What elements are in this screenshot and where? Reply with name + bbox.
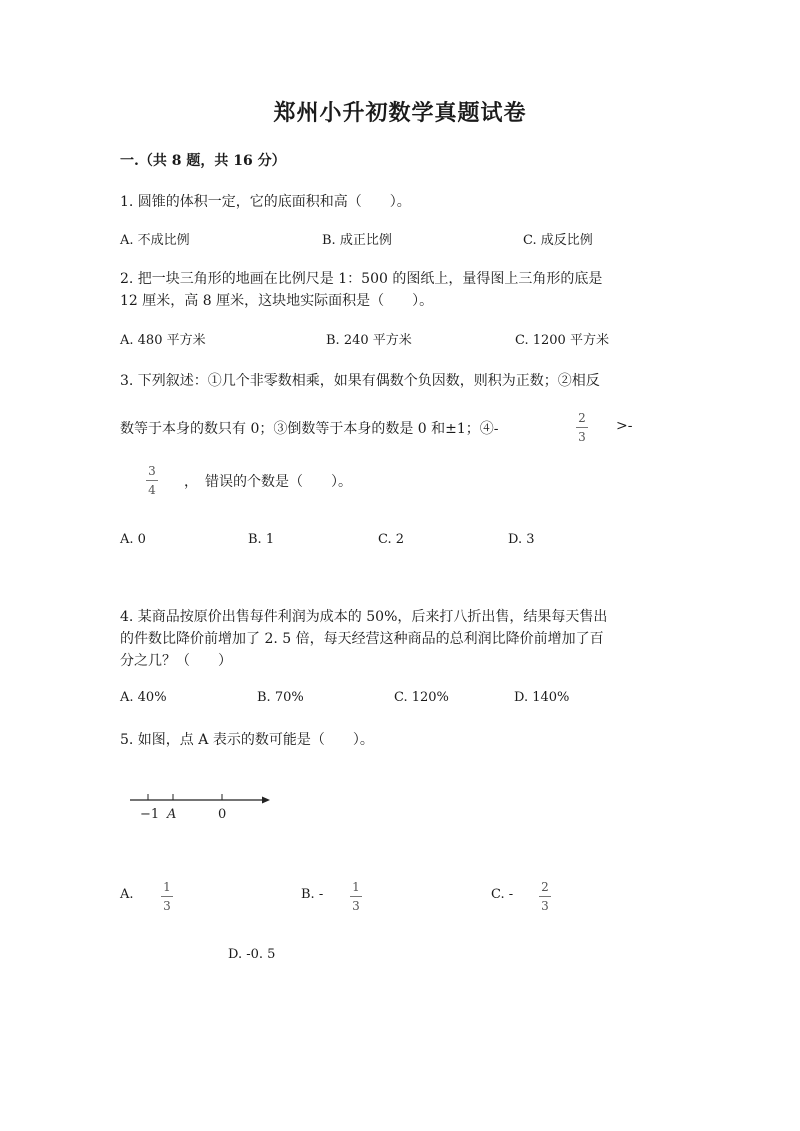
q5-option-d: D. -0. 5 bbox=[228, 947, 276, 962]
fraction-bar bbox=[161, 896, 173, 897]
question-5-text: 5. 如图，点 A 表示的数可能是（ ）。 bbox=[120, 732, 374, 748]
fraction-two-thirds bbox=[576, 411, 588, 444]
fraction-denominator: 3 bbox=[541, 899, 549, 913]
question-3-line-3: ， 错误的个数是（ ）。 bbox=[184, 474, 352, 490]
q2-option-a: A. 480 平方米 bbox=[120, 333, 206, 348]
q1-option-a: A. 不成比例 bbox=[120, 233, 190, 248]
question-3-line-2: 数等于本身的数只有 0；③倒数等于本身的数是 0 和±1；④- bbox=[120, 421, 499, 437]
fraction-denominator: 3 bbox=[163, 899, 171, 913]
q4-option-c: C. 120% bbox=[394, 690, 449, 705]
q3-option-b: B. 1 bbox=[248, 532, 275, 547]
label-zero: 0 bbox=[218, 807, 227, 822]
question-4-line-2: 的件数比降价前增加了 2. 5 倍，每天经营这种商品的总利润比降价前增加了百 bbox=[120, 631, 604, 647]
fraction-denominator: 3 bbox=[578, 430, 586, 444]
fraction-numerator: 3 bbox=[148, 464, 156, 478]
q5-option-b-fraction bbox=[350, 880, 362, 913]
q3-option-a: A. 0 bbox=[120, 532, 146, 547]
q5-option-a-fraction bbox=[161, 880, 173, 913]
question-4-line-3: 分之几？（ ） bbox=[120, 653, 232, 669]
q1-option-c: C. 成反比例 bbox=[523, 233, 593, 248]
greater-than-negative: >- bbox=[616, 418, 633, 434]
section-header: 一.（共 8 题，共 16 分） bbox=[120, 153, 286, 169]
question-3-line-1: 3. 下列叙述：①几个非零数相乘，如果有偶数个负因数，则积为正数；②相反 bbox=[120, 373, 600, 389]
fraction-numerator: 1 bbox=[163, 880, 171, 894]
q5-option-c-fraction bbox=[539, 880, 551, 913]
number-line-arrow bbox=[262, 797, 270, 804]
fraction-bar bbox=[146, 480, 158, 481]
question-1-text: 1. 圆锥的体积一定，它的底面积和高（ ）。 bbox=[120, 194, 411, 210]
q4-option-b: B. 70% bbox=[257, 690, 304, 705]
fraction-three-quarters bbox=[146, 464, 158, 497]
label-point-a: A bbox=[167, 807, 177, 822]
question-2-line-1: 2. 把一块三角形的地画在比例尺是 1：500 的图纸上，量得图上三角形的底是 bbox=[120, 271, 603, 287]
label-neg1: −1 bbox=[140, 807, 160, 822]
fraction-bar bbox=[350, 896, 362, 897]
number-line-figure bbox=[124, 788, 274, 824]
q2-option-c: C. 1200 平方米 bbox=[515, 333, 609, 348]
q2-option-b: B. 240 平方米 bbox=[326, 333, 412, 348]
question-4-line-1: 4. 某商品按原价出售每件利润为成本的 50%，后来打八折出售，结果每天售出 bbox=[120, 609, 608, 625]
page-title: 郑州小升初数学真题试卷 bbox=[273, 100, 527, 126]
fraction-bar bbox=[576, 427, 588, 428]
question-2-line-2: 12 厘米，高 8 厘米，这块地实际面积是（ ）。 bbox=[120, 293, 434, 309]
fraction-numerator: 2 bbox=[578, 411, 586, 425]
q5-option-b-prefix: B. - bbox=[301, 887, 324, 902]
q3-option-c: C. 2 bbox=[378, 532, 405, 547]
q4-option-d: D. 140% bbox=[514, 690, 570, 705]
q5-option-c-prefix: C. - bbox=[491, 887, 514, 902]
q4-option-a: A. 40% bbox=[120, 690, 167, 705]
fraction-numerator: 2 bbox=[541, 880, 549, 894]
fraction-bar bbox=[539, 896, 551, 897]
q3-option-d: D. 3 bbox=[508, 532, 535, 547]
fraction-denominator: 4 bbox=[148, 483, 156, 497]
fraction-numerator: 1 bbox=[352, 880, 360, 894]
q1-option-b: B. 成正比例 bbox=[322, 233, 392, 248]
fraction-denominator: 3 bbox=[352, 899, 360, 913]
q5-option-a-prefix: A. bbox=[120, 887, 134, 902]
